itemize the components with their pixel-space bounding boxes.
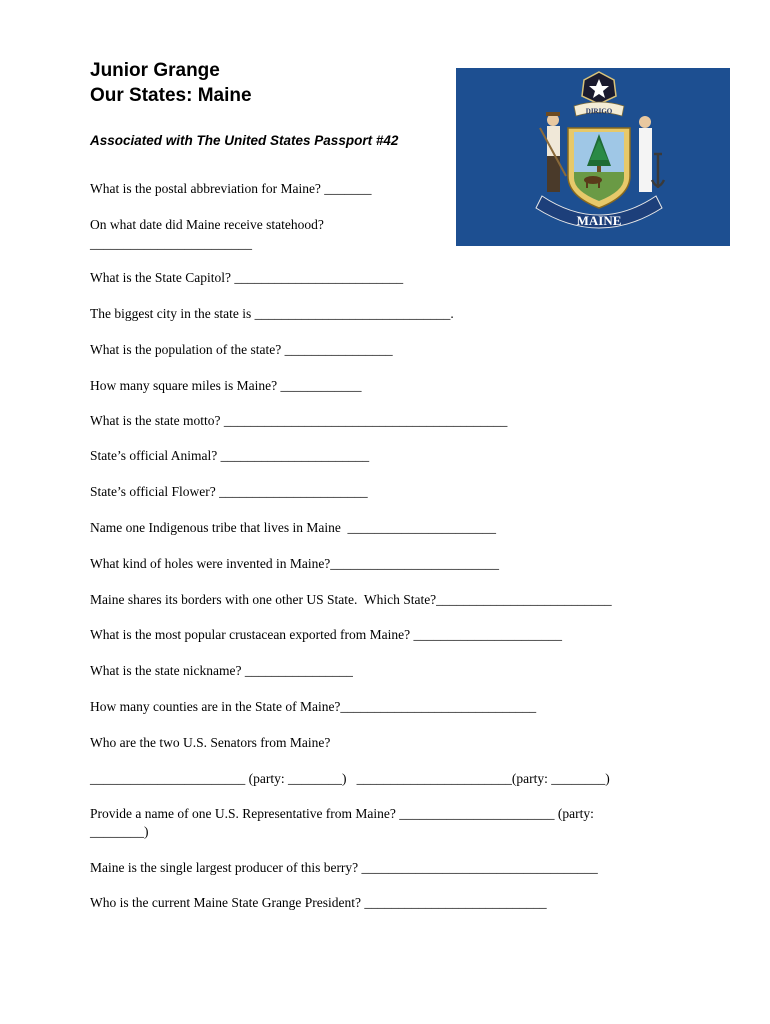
question-state-capitol: What is the State Capitol? _________________________ <box>90 270 404 285</box>
answer-line-representative-party: ________) <box>90 824 149 839</box>
answer-line-statehood: ________________________ <box>90 236 252 251</box>
question-representative: Provide a name of one U.S. Representative from Maine? _______________________ (party: <box>90 806 594 821</box>
question-state-animal: State’s official Animal? ______________________ <box>90 448 370 463</box>
question-bordering-state: Maine shares its borders with one other US State. Which State?__________________________ <box>90 592 612 607</box>
question-square-miles: How many square miles is Maine? ____________ <box>90 378 362 393</box>
motto-ribbon-text: DIRIGO <box>585 107 613 116</box>
maine-flag-image <box>456 68 730 246</box>
question-state-nickname: What is the state nickname? ________________ <box>90 663 353 678</box>
question-county-count: How many counties are in the State of Maine?_____________________________ <box>90 699 537 714</box>
question-state-flower: State’s official Flower? ______________________ <box>90 484 368 499</box>
question-biggest-city: The biggest city in the state is _____________________________. <box>90 306 454 321</box>
question-senators: Who are the two U.S. Senators from Maine? <box>90 735 331 750</box>
page-subtitle: Associated with The United States Passport #42 <box>90 133 399 148</box>
title-line-2: Our States: Maine <box>90 85 252 106</box>
question-crustacean-export: What is the most popular crustacean exported from Maine? ______________________ <box>90 627 563 642</box>
question-statehood-date: On what date did Maine receive statehood? <box>90 217 324 232</box>
maine-flag-graphic <box>456 68 730 246</box>
answer-line-senators: _______________________ (party: ________) _______________________(party: ________) <box>90 771 610 786</box>
question-state-motto: What is the state motto? __________________________________________ <box>90 413 508 428</box>
question-grange-president: Who is the current Maine State Grange President? ___________________________ <box>90 895 547 910</box>
title-line-1: Junior Grange <box>90 60 220 81</box>
page-title <box>90 58 252 108</box>
name-ribbon-text: MAINE <box>576 213 622 228</box>
question-indigenous-tribe: Name one Indigenous tribe that lives in Maine ______________________ <box>90 520 497 535</box>
question-holes-invented: What kind of holes were invented in Maine?_________________________ <box>90 556 500 571</box>
question-postal-abbreviation: What is the postal abbreviation for Maine? _______ <box>90 181 372 196</box>
question-largest-berry: Maine is the single largest producer of this berry? ___________________________________ <box>90 860 598 875</box>
question-population: What is the population of the state? ________________ <box>90 342 393 357</box>
